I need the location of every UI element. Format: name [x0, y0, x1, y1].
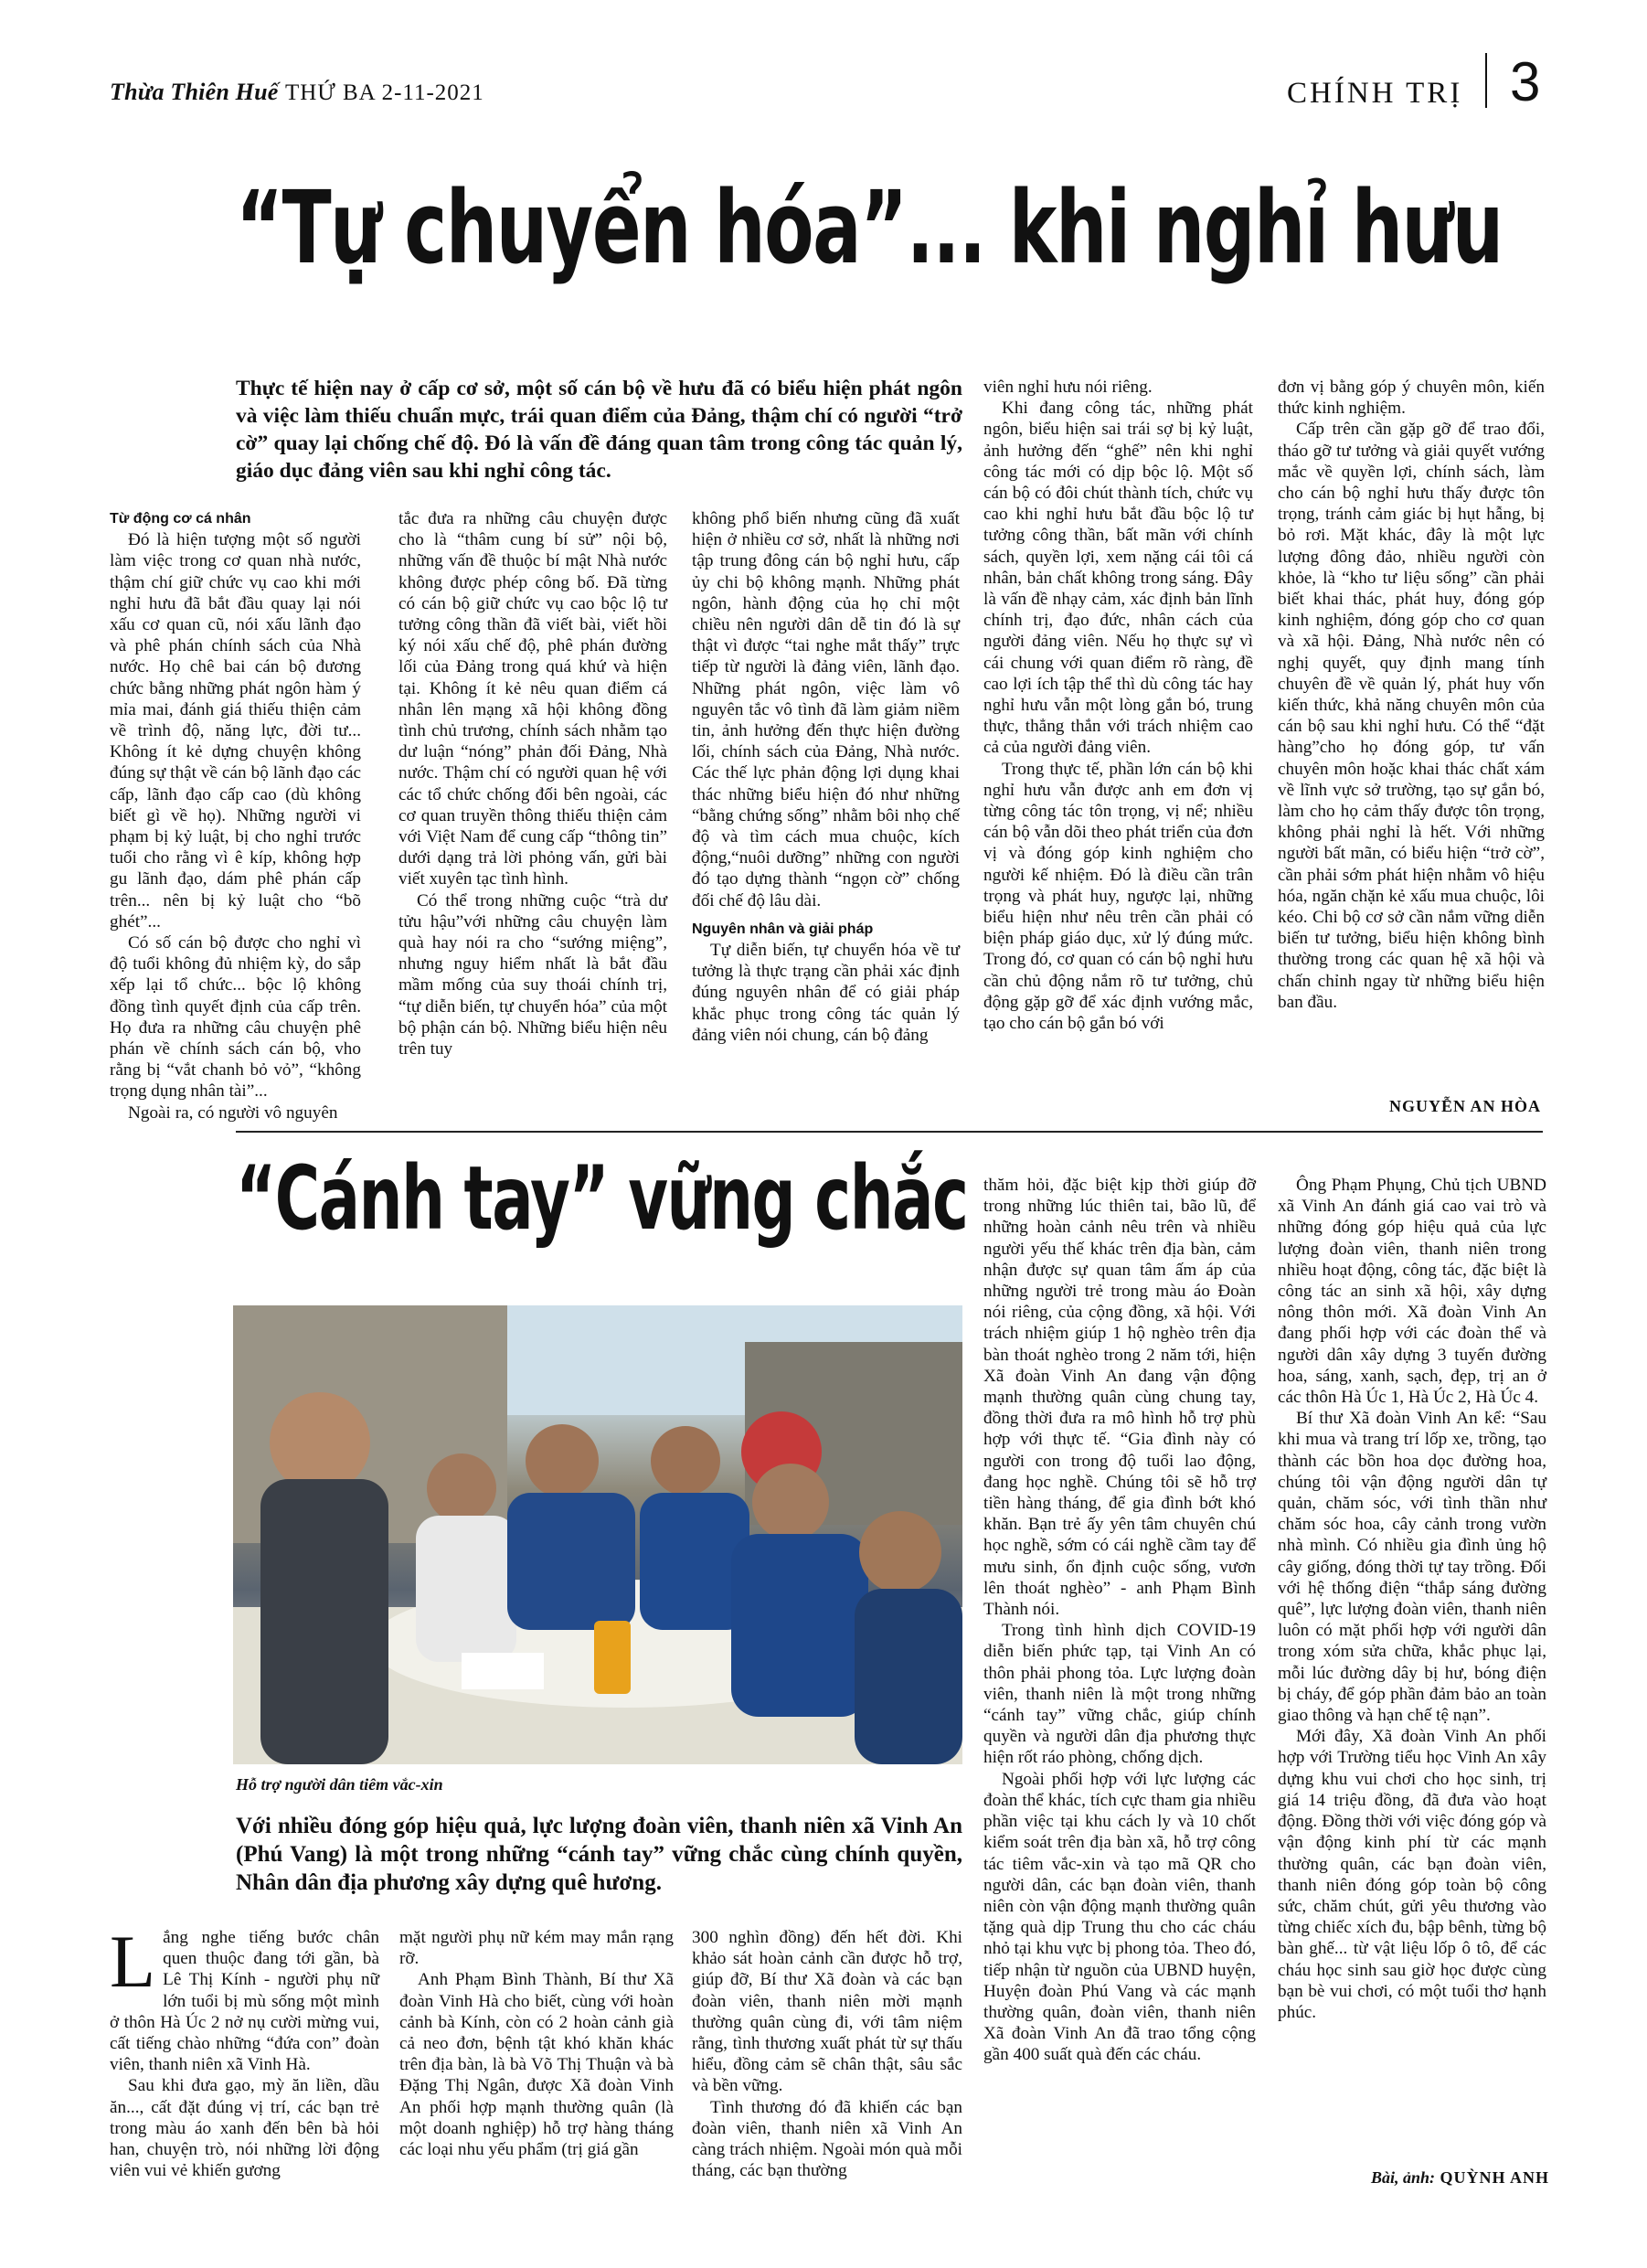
article1-column-3	[692, 508, 960, 1046]
paragraph: Đó là hiện tượng một số người làm việc trong cơ quan nhà nước, thậm chí giữ chức vụ cao khi mới nghỉ hưu đã bắt đầu quay lại nói xấu cơ quan cũ, nói xấu lãnh đạo và phê phán chính sách của Nhà nước. Họ chê bai cán bộ đương chức bằng những phát ngôn hàm ý mỉa mai, đánh giá thiếu thiện cảm về trình độ, năng lực, đời tư... Không ít kẻ dựng chuyện không đúng sự thật về cán bộ lãnh đạo các cấp, lãnh đạo cấp cao (dù không biết gì về họ). Những người vi phạm bị kỷ luật, bị cho nghỉ trước tuổi cho rằng vì ê kíp, không hợp gu lãnh đạo, dám phê phán cấp trên... nên bị kỷ luật cho “bõ ghét”...	[110, 530, 361, 932]
article2-column-5	[1278, 1175, 1546, 2023]
paragraph: Cấp trên cần gặp gỡ để trao đổi, tháo gỡ tư tưởng và giải quyết vướng mắc về quyền lợi, chính sách, làm cho cán bộ nghỉ hưu thấy được tôn trọng, tránh cảm giác bị hụt hẫng, bị bỏ rơi. Mặt khác, đây là một lực lượng đông đảo, nhiều người còn khỏe, là “kho tư liệu sống” cần phải biết khai thác, phát huy, đóng góp kinh nghiệm, đóng góp cho cơ quan và xã hội. Đảng, Nhà nước nên có nghị quyết, quy định mang tính chuyên đề về quản lý, phát huy vốn kiến thức, khả năng chuyên môn của cán bộ sau khi nghỉ hưu. Có thể “đặt hàng”cho họ đóng góp, tư vấn chuyên môn hoặc khai thác chất xám về lĩnh vực sở trường, tạo sự gắn bó, làm cho họ cảm thấy được tôn trọng, không phải nghỉ là hết. Với những người bất mãn, có biểu hiện “trở cờ”, cần phải sớm phát hiện nhằm vô hiệu hóa, ngăn chặn kẻ xấu mua chuộc, lôi kéo. Chi bộ cơ sở cần nắm vững diễn biến tư tưởng, biểu hiện không bình thường trong các quan hệ xã hội và chấn chỉnh ngay từ những biểu hiện ban đầu.	[1278, 420, 1545, 1012]
paragraph: Anh Phạm Bình Thành, Bí thư Xã đoàn Vinh Hà cho biết, cùng với hoàn cảnh bà Kính, còn có 2 hoàn cảnh già cả neo đơn, bệnh tật khó khăn khác trên địa bàn, là bà Võ Thị Thuận và bà Đặng Thị Ngân, được Xã đoàn Vinh An phối hợp mạnh thường quân (là một doanh nghiệp) hỗ trợ hàng tháng các loại nhu yếu phẩm (trị giá gần	[399, 1970, 674, 2160]
photo-caption: Hỗ trợ người dân tiêm vắc-xin	[236, 1775, 443, 1794]
article1-column-4	[983, 377, 1253, 1034]
article1-subhead-2: Nguyên nhân và giải pháp	[692, 921, 874, 937]
paragraph: Ông Phạm Phụng, Chủ tịch UBND xã Vinh An đánh giá cao vai trò và những đóng góp hiệu quả của lực lượng đoàn viên, thanh niên trong nhiều hoạt động, công tác, đặc biệt là công tác an sinh xã hội, xây dựng nông thôn mới. Xã đoàn Vinh An đang phối hợp với các đoàn thể và người dân xây dựng 3 tuyến đường hoa, sáng, xanh, sạch, đẹp, trị an ở các thôn Hà Úc 1, Hà Úc 2, Hà Úc 4.	[1278, 1176, 1546, 1408]
article1-subhead-1: Từ động cơ cá nhân	[110, 511, 251, 527]
paragraph: tắc đưa ra những câu chuyện được cho là “thâm cung bí sử” nội bộ, những vấn đề thuộc bí mật Nhà nước không được phép công bố. Đã từng có cán bộ giữ chức vụ cao bộc lộ tư tưởng công thần đã viết bài, viết hồi ký nói xấu chế độ, phê phán đường lối của Đảng trong quá khứ và hiện tại. Không ít kẻ nêu quan điểm cá nhân lên mạng xã hội không đồng tình chủ trương, chính sách nhằm tạo dư luận “nóng” phản đối Đảng, Nhà nước. Thậm chí có người quan hệ với các tổ chức chống đối bên ngoài, các cơ quan truyền thông thiếu thiện cảm với Việt Nam để cung cấp “thông tin” dưới dạng trả lời phỏng vấn, gửi bài viết xuyên tạc tình hình.	[398, 509, 667, 889]
article2-photo	[233, 1305, 962, 1764]
article-divider	[236, 1131, 1543, 1133]
article2-column-3	[692, 1927, 962, 2181]
paragraph: Tình thương đó đã khiến các bạn đoàn viên, thanh niên xã Vinh An càng trách nhiệm. Ngoài món quà mỗi tháng, các bạn thường	[692, 2097, 962, 2181]
drop-cap: L	[110, 1920, 156, 2003]
article1-lead: Thực tế hiện nay ở cấp cơ sở, một số cán bộ về hưu đã có biểu hiện phát ngôn và việc làm thiếu chuẩn mực, trái quan điểm của Đảng, thậm chí có người “trở cờ” quay lại chống chế độ. Đó là vấn đề đáng quan tâm trong công tác quản lý, giáo dục đảng viên sau khi nghỉ công tác.	[236, 377, 962, 483]
paragraph: thăm hỏi, đặc biệt kịp thời giúp đỡ trong những lúc thiên tai, bão lũ, để những hoàn cảnh nêu trên và nhiều người yếu thế khác trên địa bàn, cảm nhận được sự quan tâm ấm áp của những người trẻ trong màu áo Đoàn nói riêng, của cộng đồng, xã hội. Với trách nhiệm giúp 1 hộ nghèo trên địa bàn thoát nghèo trong 2 năm tới, hiện Xã đoàn Vinh An đang vận động mạnh thường quân cùng chung tay, đồng thời đưa ra mô hình hỗ trợ phù hợp với thực tế. “Gia đình này có người con trong độ tuổi lao động, đang học nghề. Chúng tôi sẽ hỗ trợ tiền hàng tháng, để gia đình bớt khó khăn. Bạn trẻ ấy yên tâm chuyên chú học nghề, sớm có cái nghề cầm tay để mưu sinh, ổn định cuộc sống, vươn lên thoát nghèo” - anh Phạm Bình Thành nói.	[983, 1176, 1256, 1620]
paragraph: Trong tình hình dịch COVID-19 diễn biến phức tạp, tại Vinh An có thôn phải phong tỏa. Lực lượng đoàn viên, thanh niên là một trong những “cánh tay” vững chắc, giúp chính quyền và người dân địa phương thực hiện rốt ráo phòng, chống dịch.	[983, 1621, 1256, 1768]
article2-lead: Với nhiều đóng góp hiệu quả, lực lượng đoàn viên, thanh niên xã Vinh An (Phú Vang) là một trong những “cánh tay” vững chắc cùng chính quyền, Nhân dân địa phương xây dựng quê hương.	[236, 1814, 962, 1895]
paragraph	[110, 1920, 379, 2075]
section-name: CHÍNH TRỊ	[1287, 77, 1463, 110]
paragraph: viên nghỉ hưu nói riêng.	[983, 378, 1153, 397]
paragraph: Khi đang công tác, những phát ngôn, biểu hiện sai trái sợ bị kỷ luật, ảnh hưởng đến “ghế” nên khi nghỉ công tác mới có dịp bộc lộ. Một số cán bộ có đôi chút thành tích, chức vụ cao khi nghỉ hưu bắt đầu bộc lộ tư tưởng công thần, bất mãn với chính sách, quyền lợi, xem nặng cái tôi cá nhân, bản chất không trong sáng. Đây là vấn đề nhạy cảm, xác định bản lĩnh chính trị, đạo đức, nhân cách của người đảng viên. Nếu họ thực sự vì cái chung với quan điểm rõ ràng, đề cao lợi ích tập thể thì dù công tác hay nghỉ hưu vẫn một lòng gắn bó, trung thực, thẳng thắn với trách nhiệm cao cả của người đảng viên.	[983, 399, 1253, 758]
article1-column-1	[110, 508, 361, 1123]
article2-title: “Cánh tay” vững chắc	[236, 1147, 968, 1250]
article2-column-2	[399, 1927, 674, 2160]
paragraph-text: ắng nghe tiếng bước chân quen thuộc đang tới gần, bà Lê Thị Kính - người phụ nữ lớn tuổi bị mù sống một mình ở thôn Hà Úc 2 nở nụ cười mừng vui, cất tiếng chào những “đứa con” đoàn viên, thanh niên xã Vinh Hà.	[110, 1928, 379, 2075]
page-number: 3	[1510, 51, 1541, 112]
paragraph: Mới đây, Xã đoàn Vinh An phối hợp với Trường tiểu học Vinh An xây dựng khu vui chơi cho học sinh, trị giá 14 triệu đồng, đã đưa vào hoạt động. Đồng thời với việc đóng góp và vận động kinh phí từ các mạnh thường quân, các bạn đoàn viên, thanh niên đóng góp toàn bộ công sức, chăm chút, gửi yêu thương vào từng chiếc xích đu, bập bênh, từng bộ bàn ghế... từ vật liệu lốp ô tô, để các cháu học sinh sau giờ học được cùng bạn bè vui chơi, có một tuổi thơ hạnh phúc.	[1278, 1727, 1546, 2022]
paragraph: 300 nghìn đồng) đến hết đời. Khi khảo sát hoàn cảnh cần được hỗ trợ, giúp đỡ, Bí thư Xã đoàn và các bạn đoàn viên, thanh niên mời mạnh thường quân cùng đi, với tâm niệm rằng, tình thương xuất phát từ sự thấu hiểu, đồng cảm sẽ chân thật, sâu sắc và bền vững.	[692, 1928, 962, 2096]
photo-illustration	[233, 1305, 962, 1764]
paragraph: Có số cán bộ được cho nghỉ vì độ tuổi không đủ nhiệm kỳ, do sắp xếp lại tổ chức... bộc lộ không đồng tình quyết định của cấp trên. Họ đưa ra những câu chuyện phê phán về chính sách cán bộ, vho rằng bị “vắt chanh bỏ vỏ”, “không trọng dụng nhân tài”...	[110, 933, 361, 1102]
paragraph: Sau khi đưa gạo, mỳ ăn liền, dầu ăn..., cất đặt đúng vị trí, các bạn trẻ trong màu áo xanh đến bên bà hỏi han, chuyện trò, nói những lời động viên vui vẻ khiến gương	[110, 2076, 379, 2181]
newspaper-name: Thừa Thiên Huế	[110, 79, 279, 105]
paragraph: mặt người phụ nữ kém may mắn rạng rỡ.	[399, 1928, 674, 1969]
byline-name: QUỲNH ANH	[1440, 2168, 1550, 2187]
article2-column-1	[110, 1920, 379, 2181]
paragraph: Ngoài ra, có người vô nguyên	[128, 1102, 338, 1123]
article2-byline	[1371, 2168, 1549, 2188]
paragraph: đơn vị bằng góp ý chuyên môn, kiến thức kinh nghiệm.	[1278, 378, 1545, 419]
article1-byline: NGUYỄN AN HÒA	[1389, 1097, 1542, 1115]
article1-column-5	[1278, 377, 1545, 1013]
paragraph: Có thể trong những cuộc “trà dư tửu hậu”với những câu chuyện làm quà hay nói ra cho “sướng miệng”, nhưng nguy hiểm nhất là bắt đầu mầm mống của suy thoái chính trị, “tự diễn biến, tự chuyển hóa” của một bộ phận cán bộ. Những biểu hiện nêu trên tuy	[398, 890, 667, 1059]
paragraph: Trong thực tế, phần lớn cán bộ khi nghỉ hưu vẫn được anh em đơn vị từng công tác tôn trọng, vị nể; nhiều cán bộ vẫn dõi theo phát triển của đơn vị và đóng góp kinh nghiệm cho người kế nhiệm. Đó là điều cần trân trọng và phát huy, ngược lại, những biểu hiện như nêu trên cần phải có biện pháp giáo dục, xử lý đúng mức. Trong đó, cơ quan có cán bộ nghỉ hưu cần chủ động nắm rõ tư tưởng, chủ động gặp gỡ để xác định vướng mắc, tạo cho cán bộ gắn bó với	[983, 759, 1253, 1034]
header-divider	[1485, 53, 1487, 108]
byline-label: Bài, ảnh:	[1371, 2168, 1436, 2187]
paragraph: Tự diễn biến, tự chuyển hóa về tư tưởng là thực trạng cần phải xác định đúng nguyên nhân để có giải pháp khắc phục trong công tác quản lý đảng viên nói chung, cán bộ đảng	[692, 941, 960, 1045]
article1-column-2	[398, 508, 667, 1059]
paragraph: không phổ biến nhưng cũng đã xuất hiện ở nhiều cơ sở, nhất là những nơi tập trung đông cán bộ nghỉ hưu, cấp ủy chi bộ không mạnh. Những phát ngôn, hành động của họ chỉ một chiều nên người dân dễ tin đó là sự thật vì được “tai nghe mắt thấy” trực tiếp từ người là đảng viên, lãnh đạo. Những phát ngôn, việc làm vô nguyên tắc vô tình đã làm giảm niềm tin, ảnh hưởng đến thực hiện đường lối, chính sách của Đảng, Nhà nước. Các thế lực phản động lợi dụng khai thác những biểu hiện đó như những “bằng chứng sống” nhằm bôi nhọ chế độ và tìm cách mua chuộc, kích động,“nuôi dưỡng” những con người đó tạo dựng thành “ngọn cờ” chống đối chế độ lâu dài.	[692, 509, 960, 910]
article2-column-4	[983, 1175, 1256, 2066]
issue-date: THỨ BA 2-11-2021	[285, 80, 484, 105]
article1-title: “Tự chuyển hóa”... khi nghỉ hưu	[236, 169, 1503, 286]
paragraph: Ngoài phối hợp với lực lượng các đoàn thể khác, tích cực tham gia nhiều phần việc tại khu cách ly và 10 chốt kiểm soát trên địa bàn xã, hỗ trợ công tác tiêm vắc-xin và tạo mã QR cho người dân, các bạn đoàn viên, thanh niên còn vận động mạnh thường quân tặng quà dịp Trung thu cho các cháu nhỏ tại khu vực bị phong tỏa. Theo đó, tiếp nhận từ nguồn của UBND huyện, Huyện đoàn Phú Vang và các mạnh thường quân, đoàn viên, thanh niên Xã đoàn Vinh An đã trao tổng cộng gần 400 suất quà đến các cháu.	[983, 1769, 1256, 2065]
paragraph: Bí thư Xã đoàn Vinh An kể: “Sau khi mua và trang trí lốp xe, trồng, tạo thành các bồn hoa dọc đường hoa, chúng tôi vận động người dân tự quản, chăm sóc, với tình thần như chăm sóc hoa, cây cảnh trong vườn nhà mình. Có nhiều gia đình ủng hộ cây giống, đóng thời tự tay trồng. Đối với hệ thống điện “thắp sáng đường quê”, lực lượng đoàn viên, thanh niên luôn có mặt phối hợp với người dân trong xóm sửa chữa, khắc phục lại, mỗi lúc đường dây bị hư, bóng điện bị cháy, để góp phần đảm bảo an toàn giao thông và hạn chế tệ nạn”.	[1278, 1409, 1546, 1726]
